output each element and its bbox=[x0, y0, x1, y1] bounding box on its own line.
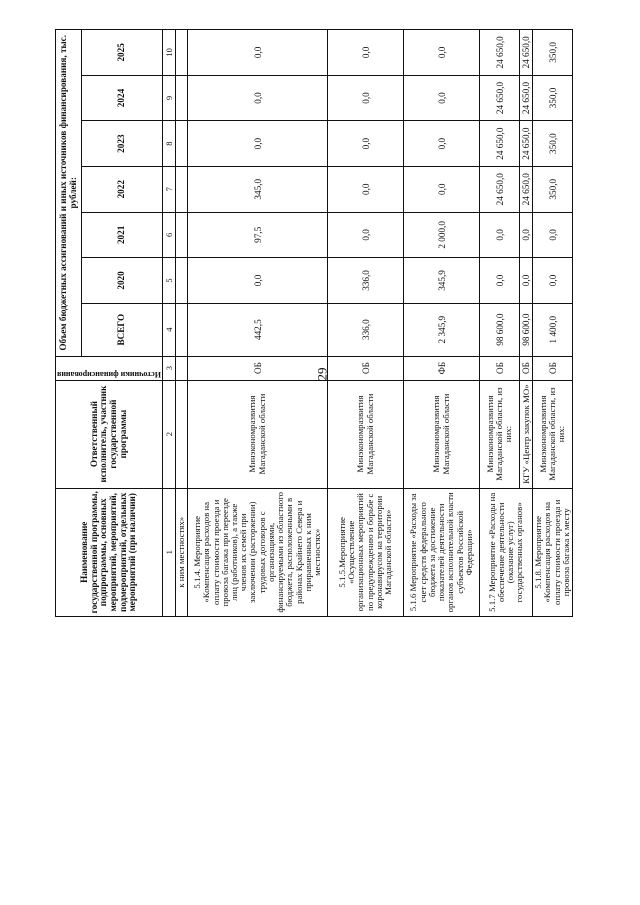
table-row bbox=[533, 30, 573, 617]
column-index: 5 bbox=[162, 258, 175, 304]
row-value: 24 650,0 bbox=[520, 75, 533, 121]
header-year: 2021 bbox=[82, 212, 163, 258]
row-value: 0,0 bbox=[533, 212, 573, 258]
row-value: 0,0 bbox=[533, 258, 573, 304]
row-value-total: 2 345,9 bbox=[404, 303, 480, 356]
row-value bbox=[175, 212, 187, 258]
row-value: 345,9 bbox=[404, 258, 480, 304]
header-responsible: Ответственный исполнитель, участник государственной программы bbox=[56, 380, 163, 488]
page-number: 29 bbox=[314, 367, 330, 381]
row-name: 5.1.7 Мероприятие «Расходы на обеспечение деятельности (оказание услуг) государственных органов» bbox=[480, 488, 533, 616]
row-responsible bbox=[175, 380, 187, 488]
row-value: 24 650,0 bbox=[480, 166, 520, 212]
row-value: 0,0 bbox=[404, 30, 480, 76]
row-value: 0,0 bbox=[328, 166, 404, 212]
row-value bbox=[175, 75, 187, 121]
row-value: 0,0 bbox=[188, 30, 328, 76]
table-row bbox=[175, 30, 187, 617]
row-name: 5.1.6 Мероприятие «Расходы за счет средств федерального бюджета за достижение показателей деятельности органов исполнительной власти субъектов Российской Федерации» bbox=[404, 488, 480, 616]
row-value: 24 650,0 bbox=[520, 166, 533, 212]
row-source: ОБ bbox=[480, 356, 520, 380]
row-responsible: Минэкономразвития Магаданской области, из них: bbox=[480, 380, 520, 488]
row-value bbox=[175, 258, 187, 304]
row-source: ОБ bbox=[328, 356, 404, 380]
row-value: 0,0 bbox=[404, 121, 480, 167]
row-value-total: 336,0 bbox=[328, 303, 404, 356]
table-row bbox=[404, 30, 480, 617]
row-value: 24 650,0 bbox=[480, 75, 520, 121]
header-funding-title: Объем бюджетных ассигнований и иных источников финансирования, тыс. рублей: bbox=[56, 30, 82, 357]
column-index: 8 bbox=[162, 121, 175, 167]
row-source: ФБ bbox=[404, 356, 480, 380]
row-value bbox=[175, 166, 187, 212]
row-value bbox=[175, 121, 187, 167]
row-name: к ним местностях» bbox=[175, 488, 187, 616]
row-value-total: 98 600,0 bbox=[520, 303, 533, 356]
row-source: ОБ bbox=[533, 356, 573, 380]
row-value: 24 650,0 bbox=[520, 30, 533, 76]
column-index: 10 bbox=[162, 30, 175, 76]
header-year: 2023 bbox=[82, 121, 163, 167]
row-value: 0,0 bbox=[188, 75, 328, 121]
row-value-total: 98 600,0 bbox=[480, 303, 520, 356]
row-value: 0,0 bbox=[404, 75, 480, 121]
column-index: 2 bbox=[162, 380, 175, 488]
row-value bbox=[175, 30, 187, 76]
row-value: 0,0 bbox=[188, 121, 328, 167]
row-value: 350,0 bbox=[533, 75, 573, 121]
header-source: Источники финансирования bbox=[56, 356, 163, 380]
table-row bbox=[480, 30, 520, 617]
row-value: 24 650,0 bbox=[480, 121, 520, 167]
row-value-total: 1 400,0 bbox=[533, 303, 573, 356]
header-year: 2024 bbox=[82, 75, 163, 121]
row-value: 0,0 bbox=[328, 30, 404, 76]
row-value: 97,5 bbox=[188, 212, 328, 258]
row-value: 0,0 bbox=[188, 258, 328, 304]
row-value: 350,0 bbox=[533, 30, 573, 76]
header-year: 2025 bbox=[82, 30, 163, 76]
row-responsible: Минэкономразвития Магаданской области bbox=[328, 380, 404, 488]
table-row bbox=[188, 30, 328, 617]
row-value: 24 650,0 bbox=[520, 121, 533, 167]
row-value: 0,0 bbox=[480, 212, 520, 258]
row-source bbox=[175, 356, 187, 380]
column-index: 4 bbox=[162, 303, 175, 356]
row-name: 5.1.4. Мероприятие «Компенсация расходов на оплату стоимости проезда и провоза багажа при переезде лиц (работников), а также членов их семей при заключении (расторжении) трудовых договоров с организациями, финансируемыми из областного бюджета, расположенными в районах Крайнего Севера и приравненных к ним местностях» bbox=[188, 488, 328, 616]
row-value: 350,0 bbox=[533, 121, 573, 167]
column-index-row bbox=[162, 30, 175, 617]
row-value: 0,0 bbox=[520, 258, 533, 304]
row-name: 5.1.5.Мероприятие «Осуществление организационных мероприятий по предупреждению и борьбе с коронавирусом на территории Магаданской области» bbox=[328, 488, 404, 616]
column-index: 1 bbox=[162, 488, 175, 616]
row-value: 0,0 bbox=[328, 75, 404, 121]
row-source: ОБ bbox=[520, 356, 533, 380]
funding-table bbox=[55, 29, 573, 617]
rotated-table-sheet bbox=[55, 29, 571, 617]
row-value: 0,0 bbox=[520, 212, 533, 258]
row-value: 2 000,0 bbox=[404, 212, 480, 258]
column-index: 7 bbox=[162, 166, 175, 212]
header-year: 2022 bbox=[82, 166, 163, 212]
row-value: 0,0 bbox=[480, 258, 520, 304]
column-index: 9 bbox=[162, 75, 175, 121]
row-responsible: Минэкономразвития Магаданской области bbox=[188, 380, 328, 488]
row-value-total: 442,5 bbox=[188, 303, 328, 356]
row-responsible: Минэкономразвития Магаданской области, из них: bbox=[533, 380, 573, 488]
row-value: 24 650,0 bbox=[480, 30, 520, 76]
row-responsible: КГУ «Центр закупок МО» bbox=[520, 380, 533, 488]
row-value: 345,0 bbox=[188, 166, 328, 212]
header-total: ВСЕГО bbox=[82, 303, 163, 356]
row-value: 0,0 bbox=[328, 212, 404, 258]
table-row bbox=[328, 30, 404, 617]
row-responsible: Минэкономразвития Магаданской области bbox=[404, 380, 480, 488]
row-value: 0,0 bbox=[404, 166, 480, 212]
column-index: 3 bbox=[162, 356, 175, 380]
row-value: 0,0 bbox=[328, 121, 404, 167]
row-value: 350,0 bbox=[533, 166, 573, 212]
row-value: 336,0 bbox=[328, 258, 404, 304]
row-source: ОБ bbox=[188, 356, 328, 380]
column-index: 6 bbox=[162, 212, 175, 258]
row-name: 5.1.8. Мероприятие «Компенсация расходов на оплату стоимости проезда и провоза багажа к месту bbox=[533, 488, 573, 616]
header-name: Наименование государственной программы, подпрограммы, основных мероприятий, мероприятий, подмероприятий, отдельных мероприятий (при наличии) bbox=[56, 488, 163, 616]
header-year: 2020 bbox=[82, 258, 163, 304]
row-value-total bbox=[175, 303, 187, 356]
